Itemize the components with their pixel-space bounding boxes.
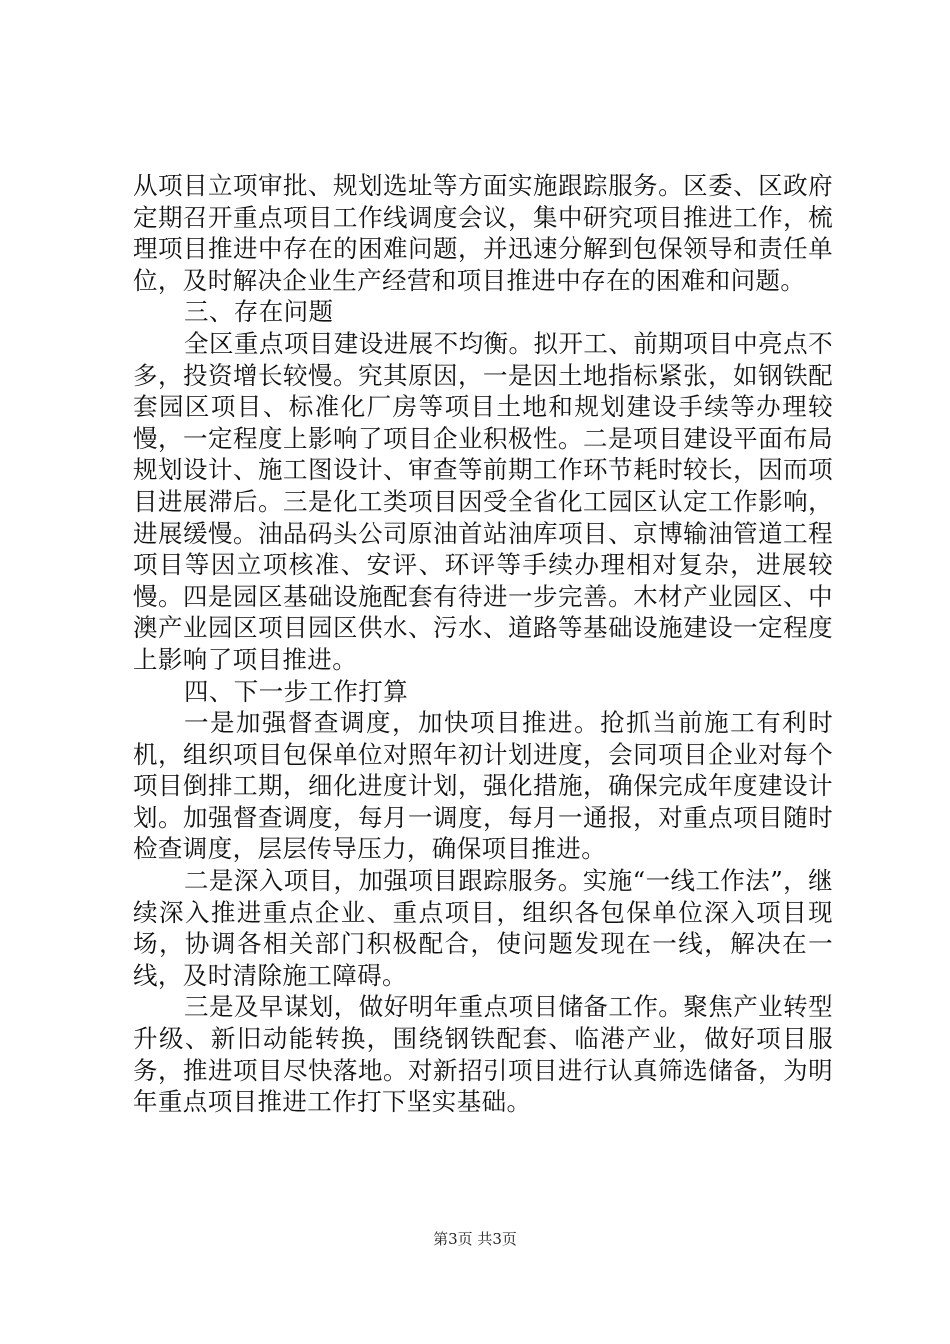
paragraph-next-step-1: 一是加强督查调度，加快项目推进。抢抓当前施工有利时机，组织项目包保单位对照年初计划进度，会同项目企业对每个项目倒排工期，细化进度计划，强化措施，确保完成年度建设计划。加强督查调度，每月一调度，每月一通报，对重点项目随时检查调度，层层传导压力，确保项目推进。	[133, 708, 833, 864]
paragraph-continuation: 从项目立项审批、规划选址等方面实施跟踪服务。区委、区政府定期召开重点项目工作线调度会议，集中研究项目推进工作，梳理项目推进中存在的困难问题，并迅速分解到包保领导和责任单位，及时解决企业生产经营和项目推进中存在的困难和问题。	[133, 171, 833, 295]
paragraph-next-step-2: 二是深入项目，加强项目跟踪服务。实施“一线工作法”，继续深入推进重点企业、重点项目，组织各包保单位深入项目现场，协调各相关部门积极配合，使问题发现在一线，解决在一线，及时清除施工障碍。	[133, 866, 833, 990]
page-number-footer: 第3页 共3页	[433, 1230, 517, 1248]
paragraph-next-step-3: 三是及早谋划，做好明年重点项目储备工作。聚焦产业转型升级、新旧动能转换，围绕钢铁配套、临港产业，做好项目服务，推进项目尽快落地。对新招引项目进行认真筛选储备，为明年重点项目推进工作打下坚实基础。	[133, 992, 833, 1117]
document-body	[133, 170, 833, 1118]
paragraph-problems: 全区重点项目建设进展不均衡。拟开工、前期项目中亮点不多，投资增长较慢。究其原因，一是因土地指标紧张，如钢铁配套园区项目、标准化厂房等项目土地和规划建设手续等办理较慢，一定程度上影响了项目企业积极性。二是项目建设平面布局规划设计、施工图设计、审查等前期工作环节耗时较长，因而项目进展滞后。三是化工类项目因受全省化工园区认定工作影响，进展缓慢。油品码头公司原油首站油库项目、京博输油管道工程项目等因立项核准、安评、环评等手续办理相对复杂，进展较慢。四是园区基础设施配套有待进一步完善。木材产业园区、中澳产业园区项目园区供水、污水、道路等基础设施建设一定程度上影响了项目推进。	[133, 328, 833, 674]
section-heading-next-steps: 四、下一步工作打算	[184, 676, 409, 706]
section-heading-problems: 三、存在问题	[184, 297, 334, 327]
